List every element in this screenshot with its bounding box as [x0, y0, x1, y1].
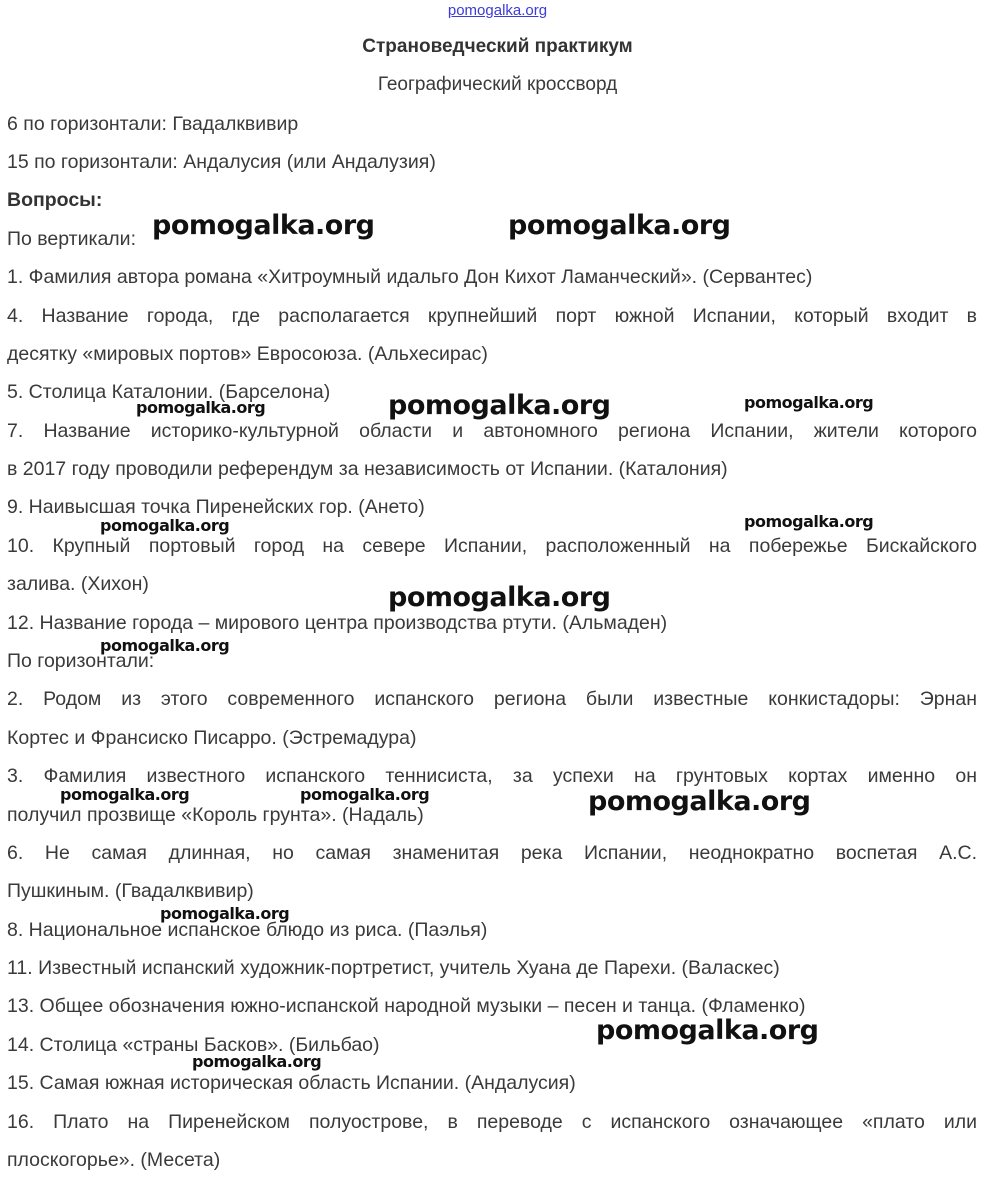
- question-line: 14. Столица «страны Басков». (Бильбао): [7, 1034, 380, 1056]
- question-line: 4. Название города, где располагается крупнейший порт южной Испании, который входит в: [7, 305, 977, 327]
- question-line: 12. Название города – мирового центра производства ртути. (Альмаден): [7, 612, 668, 634]
- question-line: 6. Не самая длинная, но самая знаменитая река Испании, неоднократно воспетая А.С.: [7, 842, 977, 864]
- question-line: 11. Известный испанский художник-портретист, учитель Хуана де Парехи. (Валаскес): [7, 957, 780, 979]
- question-line: Пушкиным. (Гвадалквивир): [7, 880, 254, 902]
- question-line: Кортес и Франсиско Писарро. (Эстремадура): [7, 727, 417, 749]
- site-link[interactable]: pomogalka.org: [447, 2, 548, 19]
- question-line: 2. Родом из этого современного испанского региона были известные конкистадоры: Эрнан: [7, 688, 977, 710]
- watermark: pomogalka.org: [192, 1052, 322, 1071]
- watermark: pomogalka.org: [744, 393, 874, 412]
- question-line: 13. Общее обозначения южно-испанской народной музыки – песен и танца. (Фламенко): [7, 995, 806, 1017]
- watermark: pomogalka.org: [160, 904, 290, 923]
- watermark: pomogalka.org: [152, 210, 375, 241]
- question-line: 7. Название историко-культурной области и автономного региона Испании, жители которого: [7, 420, 977, 442]
- watermark: pomogalka.org: [388, 582, 611, 613]
- question-line: залива. (Хихон): [7, 573, 149, 595]
- question-line: плоскогорье». (Месета): [7, 1149, 221, 1171]
- page-subtitle: Географический кроссворд: [377, 74, 618, 95]
- answer-line: 15 по горизонтали: Андалусия (или Андалузия): [7, 151, 436, 173]
- page-title: Страноведческий практикум: [362, 36, 633, 57]
- question-line: 5. Столица Каталонии. (Барселона): [7, 381, 331, 403]
- question-line: 3. Фамилия известного испанского теннисиста, за успехи на грунтовых кортах именно он: [7, 765, 977, 787]
- answer-line: 6 по горизонтали: Гвадалквивир: [7, 113, 299, 135]
- watermark: pomogalka.org: [60, 785, 190, 804]
- question-line: 8. Национальное испанское блюдо из риса. (Паэлья): [7, 919, 488, 941]
- watermark: pomogalka.org: [100, 636, 230, 655]
- watermark: pomogalka.org: [136, 398, 266, 417]
- watermark: pomogalka.org: [596, 1015, 819, 1046]
- watermark: pomogalka.org: [588, 786, 811, 817]
- watermark: pomogalka.org: [100, 516, 230, 535]
- watermark: pomogalka.org: [388, 390, 611, 421]
- watermark: pomogalka.org: [508, 210, 731, 241]
- question-line: десятку «мировых портов» Евросоюза. (Альхесирас): [7, 343, 488, 365]
- watermark: pomogalka.org: [744, 512, 874, 531]
- question-line: в 2017 году проводили референдум за независимость от Испании. (Каталония): [7, 458, 728, 480]
- vertical-heading: По вертикали:: [7, 228, 136, 250]
- watermark: pomogalka.org: [300, 785, 430, 804]
- question-line: получил прозвище «Король грунта». (Надаль): [7, 804, 424, 826]
- question-line: 15. Самая южная историческая область Испании. (Андалусия): [7, 1072, 576, 1094]
- question-line: 10. Крупный портовый город на севере Испании, расположенный на побережье Бискайского: [7, 535, 977, 557]
- horizontal-heading: По горизонтали:: [7, 650, 155, 672]
- question-line: 16. Плато на Пиренейском полуострове, в переводе с испанского означающее «плато или: [7, 1111, 977, 1133]
- questions-heading: Вопросы:: [7, 189, 103, 211]
- question-line: 1. Фамилия автора романа «Хитроумный идальго Дон Кихот Ламанческий». (Сервантес): [7, 266, 813, 288]
- question-line: 9. Наивысшая точка Пиренейских гор. (Ането): [7, 496, 425, 518]
